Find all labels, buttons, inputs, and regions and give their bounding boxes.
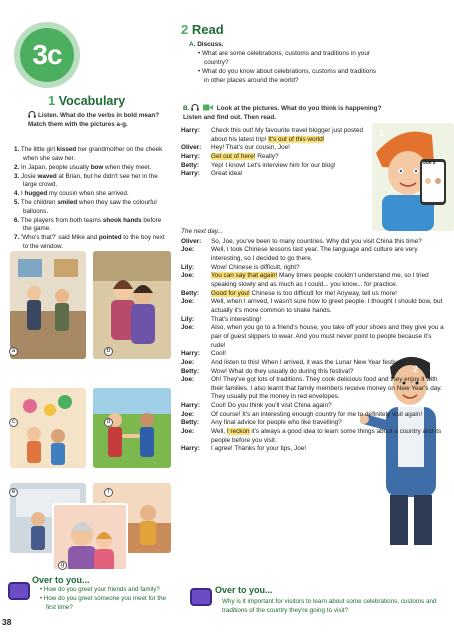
smartwatch-icon <box>8 582 30 600</box>
picture-label-g: g <box>58 561 67 570</box>
read-heading <box>181 22 224 37</box>
vocabulary-item: 3. Josie waved at Brian, but he didn't see her in the large crowd. <box>14 172 158 188</box>
figure-number-2: 2 <box>413 364 419 374</box>
dialogue-text: You can say that again! Many times people couldn't understand me, so I tried speaking slowly and as much as I could... you know... for practice. <box>211 272 429 288</box>
instruction-text: Listen. What do the verbs in bold mean? Match them with the pictures a-g. <box>28 112 160 128</box>
smartwatch-icon <box>190 588 212 606</box>
over-to-you-questions <box>40 586 170 613</box>
bold-verb: bow <box>90 163 104 171</box>
dialogue-line <box>181 153 376 162</box>
dialogue-text: And listen to this! When I arrived, it was the Lunar New Year festival. <box>211 358 405 366</box>
speaker-name: Joe: <box>181 272 195 280</box>
vocabulary-instruction <box>28 111 168 129</box>
dialogue-text: Great idea! <box>211 170 243 178</box>
dialogue-text: Any final advice for people who like travelling? <box>211 419 342 427</box>
lesson-number: 3c <box>20 28 74 82</box>
dialogue-text: That's interesting! <box>211 315 262 323</box>
speaker-name: Betty: <box>181 161 200 169</box>
highlighted-phrase: Get out of here! <box>211 152 256 160</box>
vocabulary-item: 1. The little girl kissed her grandmother on the cheek when she saw her. <box>14 146 163 162</box>
dialogue-line <box>181 402 446 411</box>
speaker-name: Lily: <box>181 263 195 271</box>
dialogue-line <box>181 170 376 179</box>
dialogue-part-1 <box>181 127 376 179</box>
picture-label-b: b <box>104 347 113 356</box>
vocabulary-item: 6. The players from both teams shook hands before the game. <box>14 216 162 232</box>
dialogue-part-2 <box>181 225 446 454</box>
page-number: 38 <box>2 617 12 627</box>
dialogue-line <box>181 445 446 454</box>
highlighted-phrase: You can say that again! <box>211 272 278 280</box>
speaker-name: Joe: <box>181 298 195 306</box>
speaker-name: Harry: <box>181 127 200 134</box>
highlighted-phrase: It's out of this world! <box>268 135 325 143</box>
speaker-name: Oliver: <box>181 144 202 152</box>
dialogue-text: Wow! What do they usually do during this festival? <box>211 367 354 375</box>
picture-label-c: c <box>9 418 18 427</box>
speaker-name: Lily: <box>181 315 195 323</box>
dialogue-text: Of course! It's an interesting enough country for me to definitely visit again! <box>211 410 423 418</box>
bold-verb: smiled <box>57 199 78 206</box>
highlighted-phrase: Good for you! <box>211 289 250 297</box>
picture-b <box>93 251 171 359</box>
dialogue-text: Cool! Do you think you'll visit China again? <box>211 402 332 410</box>
vocabulary-item: 4. I hugged my cousin when she arrived. <box>14 190 129 197</box>
dialogue-line <box>181 428 446 445</box>
over-to-you-question: Why is it important for visitors to learn about some celebrations, customs and traditions of the country they're going to visit? <box>222 598 437 614</box>
speaker-name: Harry: <box>181 445 200 453</box>
dialogue-text: Also, when you go to a friend's house, you take off your shoes and they give you a pair of guest slippers to wear. And you must never point to people because it's rude! <box>211 324 444 349</box>
speaker-name: Betty: <box>181 289 200 297</box>
picture-label-d: d <box>104 418 113 427</box>
over-to-you-heading: Over to you... <box>32 575 90 585</box>
dialogue-line <box>181 419 446 428</box>
dialogue-text: Get out of here! Really? <box>211 152 279 160</box>
dialogue-line <box>181 246 446 263</box>
figure-number-1: 1 <box>379 128 385 138</box>
dialogue-line <box>181 376 446 402</box>
bold-verb: waved <box>37 172 57 180</box>
question-item: • How do you greet someone you meet for the first time? <box>40 595 166 611</box>
speaker-name: Joe: <box>181 246 195 254</box>
headphones-icon[interactable] <box>191 104 199 111</box>
speaker-name: Joe: <box>181 376 195 384</box>
dialogue-line <box>181 127 376 144</box>
dialogue-line <box>181 264 446 273</box>
dialogue-line <box>181 350 446 359</box>
illustration-boy-phone <box>372 123 454 231</box>
dialogue-line <box>181 144 376 153</box>
dialogue-line <box>181 316 446 325</box>
headphones-icon[interactable] <box>28 111 36 118</box>
speaker-name: Oliver: <box>181 237 202 245</box>
speaker-name: Betty: <box>181 419 200 427</box>
dialogue-text: Oh! They've got lots of traditions. They cook delicious food and they enjoy it with their families. I also learnt that family members receive money on New Year's day. They usually put the money in red envelopes. <box>211 376 442 401</box>
vocabulary-item: 2. In Japan, people usually bow when they meet. <box>14 163 152 171</box>
task-b: B. Look at the pictures. What do you think is happening? Listen and find out. Then read. <box>183 105 382 121</box>
scene-note: The next day... <box>181 228 223 235</box>
bold-verb: shook hands <box>102 216 142 224</box>
bold-verb: kissed <box>56 146 77 153</box>
vocabulary-heading <box>48 93 125 108</box>
dialogue-text: Well, I took Chinese lessons last year. The language and culture are very interesting, so I decided to go there. <box>211 246 418 262</box>
dialogue-text: Well, I reckon it's always a good idea to learn some things about a country and its people before you visit. <box>211 428 442 444</box>
section-number: 1 <box>48 93 56 108</box>
speaker-name: Joe: <box>181 324 195 332</box>
dialogue-text: Cool! <box>211 350 226 358</box>
dialogue-text: Check this out! My favourite travel blogger just posted about his latest trip! It's out of this world! <box>211 127 364 143</box>
dialogue-line <box>181 272 446 289</box>
question-item: • What do you know about celebrations, customs and traditions in other places around the world? <box>198 68 377 84</box>
vocabulary-item: 7. 'Who's that?' said Mike and pointed to the boy next to the window. <box>14 234 165 250</box>
dialogue-text: So, Joe, you've been to many countries. Why did you visit China this time? <box>211 237 422 245</box>
discussion-questions <box>198 50 378 87</box>
picture-a <box>10 251 86 359</box>
dialogue-text: I agree! Thanks for your tips, Joe! <box>211 445 307 453</box>
bold-verb: pointed <box>98 234 122 241</box>
bold-verb: hugged <box>24 190 48 197</box>
section-number: 2 <box>181 22 189 37</box>
picture-c <box>10 388 86 468</box>
dialogue-line <box>181 359 446 368</box>
dialogue-text: Yep! I know! Let's interview him for our blog! <box>211 161 336 169</box>
picture-label-e: e <box>9 488 18 497</box>
dialogue-line <box>181 290 446 299</box>
dialogue-line <box>181 162 376 171</box>
dialogue-line <box>181 238 446 247</box>
question-item: • What are some celebrations, customs and traditions in your country? <box>198 50 371 66</box>
highlighted-phrase: I reckon <box>226 428 250 436</box>
dialogue-text: Hey! That's our cousin, Joe! <box>211 144 290 152</box>
section-title: Read <box>191 22 224 37</box>
speaker-name: Joe: <box>181 358 195 366</box>
dialogue-line <box>181 324 446 350</box>
section-title: Vocabulary <box>58 94 126 108</box>
dialogue-line <box>181 411 446 420</box>
speaker-name: Harry: <box>181 402 200 410</box>
picture-d <box>93 388 171 468</box>
speaker-name: Betty: <box>181 367 200 375</box>
over-to-you-heading: Over to you... <box>215 585 273 595</box>
speaker-name: Harry: <box>181 170 200 178</box>
picture-label-f: f <box>104 488 113 497</box>
dialogue-text: Wow! Chinese is difficult, right? <box>211 263 300 271</box>
dialogue-text: Well, when I arrived, I wasn't sure how to greet people. I thought I should bow, but actually it's more common to shake hands. <box>211 298 443 314</box>
dialogue-text: Good for you! Chinese is too difficult for me! Anyway, tell us more! <box>211 289 397 297</box>
vocabulary-list <box>14 146 170 252</box>
speaker-name: Harry: <box>181 350 200 358</box>
speaker-name: Joe: <box>181 428 195 436</box>
task-a: A. Discuss. <box>189 41 224 48</box>
phone-screen-title: Joe's <box>423 160 436 166</box>
question-item: • How do you greet your friends and family? <box>40 586 160 593</box>
speaker-name: Joe: <box>181 410 195 418</box>
speaker-name: Harry: <box>181 152 200 160</box>
video-icon[interactable] <box>203 104 213 111</box>
dialogue-line <box>181 368 446 377</box>
vocabulary-item: 5. The children smiled when they saw the colourful balloons. <box>14 199 157 215</box>
picture-label-a: a <box>9 347 18 356</box>
dialogue-line <box>181 298 446 315</box>
